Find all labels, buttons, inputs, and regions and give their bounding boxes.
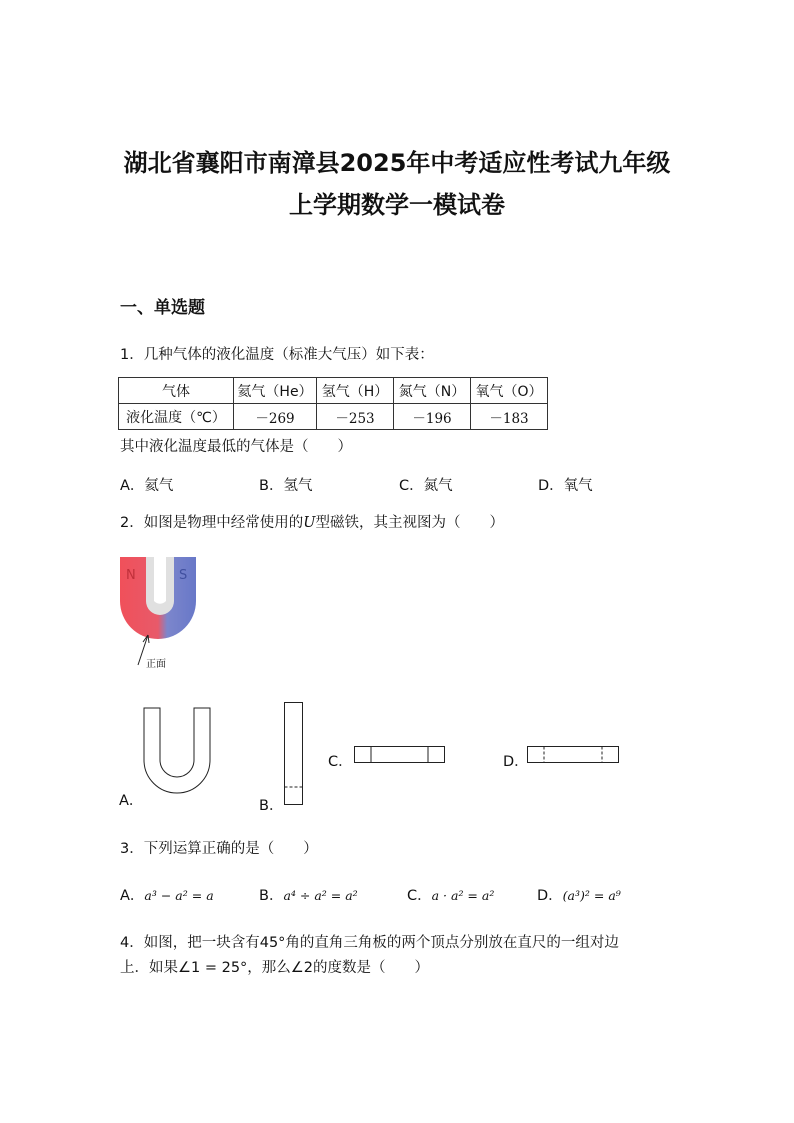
table-cell: －269 <box>234 404 317 430</box>
q2-option-b[interactable]: B． <box>259 798 284 814</box>
q2-stem-prefix: 2．如图是物理中经常使用的 <box>120 515 304 531</box>
table-cell: 气体 <box>119 378 234 404</box>
magnet-shade <box>146 557 174 615</box>
table-cell: 氮气（N） <box>394 378 471 404</box>
q3-option-b-label: B． <box>259 888 284 904</box>
q2-option-a[interactable]: A． <box>119 793 144 809</box>
magnet-n-label: N <box>126 568 136 583</box>
page-title-line1: 湖北省襄阳市南漳县2025年中考适应性考试九年级 <box>123 149 671 177</box>
q1-option-b[interactable]: B．氢气 <box>259 478 313 494</box>
table-cell: 氧气（O） <box>471 378 548 404</box>
q3-option-a-expr: a³ − a² = a <box>144 888 214 903</box>
q2-option-c[interactable]: C． <box>328 754 353 770</box>
q1-follow: 其中液化温度最低的气体是（ ） <box>120 439 352 455</box>
q2-option-b-figure[interactable] <box>284 702 304 806</box>
q2-stem-suffix: 型磁铁，其主视图为（ ） <box>315 515 504 531</box>
q3-stem: 3．下列运算正确的是（ ） <box>120 841 318 857</box>
q4-line1: 4．如图，把一块含有45°角的直角三角板的两个顶点分别放在直尺的一组对边 <box>120 935 619 951</box>
q2-stem <box>120 511 504 532</box>
section-heading: 一、单选题 <box>120 298 205 318</box>
table-cell: －183 <box>471 404 548 430</box>
table-cell: －196 <box>394 404 471 430</box>
table-cell: 氦气（He） <box>234 378 317 404</box>
q3-option-c-expr: a · a² = a² <box>431 888 495 903</box>
q4-line2: 上．如果∠1 = 25°，那么∠2的度数是（ ） <box>120 960 430 976</box>
q3-option-d-expr: (a³)² = a⁹ <box>562 888 621 903</box>
q2-stem-var: U <box>303 515 316 531</box>
magnet-s-label: S <box>179 568 188 583</box>
table-cell: －253 <box>317 404 394 430</box>
q2-option-c-figure[interactable] <box>354 746 446 764</box>
q3-option-a-label: A． <box>120 888 145 904</box>
q3-option-a[interactable] <box>120 884 214 905</box>
page-title-line2: 上学期数学一模试卷 <box>289 191 505 219</box>
q1-option-d[interactable]: D．氧气 <box>538 478 593 494</box>
q1-temperature-table <box>118 377 548 430</box>
q3-option-c-label: C． <box>407 888 432 904</box>
q3-option-b[interactable] <box>259 884 358 905</box>
table-row <box>119 404 548 430</box>
q3-option-d[interactable] <box>537 884 621 905</box>
q1-option-c[interactable]: C．氮气 <box>399 478 453 494</box>
q3-option-b-expr: a⁴ ÷ a² = a² <box>283 888 358 903</box>
table-row <box>119 378 548 404</box>
q1-option-a[interactable]: A．氦气 <box>120 478 174 494</box>
q3-option-d-label: D． <box>537 888 563 904</box>
q1-stem: 1．几种气体的液化温度（标准大气压）如下表： <box>120 347 434 363</box>
u-magnet-figure <box>116 553 206 668</box>
q2-option-a-figure[interactable] <box>143 707 213 803</box>
table-cell: 氢气（H） <box>317 378 394 404</box>
table-cell: 液化温度（℃） <box>119 404 234 430</box>
front-label: 正面 <box>146 659 166 670</box>
q2-option-d-figure[interactable] <box>527 746 621 764</box>
q2-option-d[interactable]: D． <box>503 754 529 770</box>
q3-option-c[interactable] <box>407 884 494 905</box>
